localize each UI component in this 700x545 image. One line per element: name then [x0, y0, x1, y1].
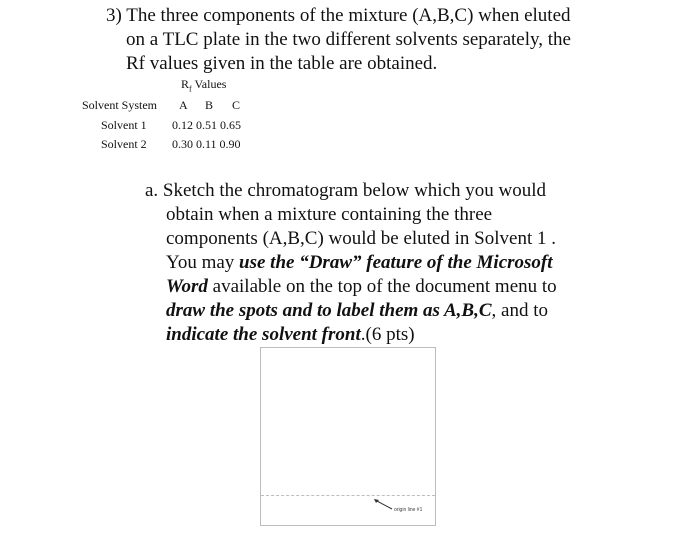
origin-line: [261, 495, 435, 496]
rf-title-sub: f: [189, 84, 192, 94]
header-solvent-system: Solvent System: [82, 98, 158, 112]
question-line-1: 3) The three components of the mixture (A,B,C) when eluted: [106, 5, 571, 26]
table-row-values: [172, 118, 241, 133]
part-a-line-2: obtain when a mixture containing the three: [166, 204, 493, 225]
part-a-line-5-emphasis: Word: [166, 276, 208, 297]
table-row-values: [172, 137, 241, 152]
part-a-line-6-emphasis: draw the spots and to label them as A,B,C: [166, 300, 492, 321]
rf-title-r: R: [181, 77, 190, 91]
part-a-line-1: a. Sketch the chromatogram below which you would: [145, 180, 547, 201]
row-label-solvent-1: Solvent 1: [101, 118, 147, 132]
rf-table-header: [82, 98, 241, 113]
header-b: B: [205, 98, 214, 112]
part-a-line-5: [166, 275, 557, 298]
part-a-line-3: components (A,B,C) would be eluted in Solvent 1 .: [166, 228, 556, 249]
part-a-line-7-emphasis: indicate the solvent front: [166, 324, 361, 345]
origin-line-label: origin line #1: [394, 507, 423, 513]
origin-arrow-icon: [373, 498, 393, 510]
part-a-line-6-plain: , and to: [491, 300, 548, 321]
part-a-line-4-plain: You may: [166, 252, 240, 273]
part-a-line-6: [166, 299, 548, 322]
table-row: [101, 118, 147, 133]
rf-title-rest: Values: [191, 77, 227, 91]
question-line-3: Rf values given in the table are obtained.: [126, 53, 438, 74]
header-a: A: [179, 98, 188, 112]
row-label-solvent-2: Solvent 2: [101, 137, 147, 151]
question-line-2: on a TLC plate in the two different solvents separately, the: [126, 29, 571, 50]
part-a-line-7-plain: .(6 pts): [360, 324, 415, 345]
row-values-solvent-1: 0.12 0.51 0.65: [172, 118, 241, 132]
header-c: C: [232, 98, 241, 112]
part-a-line-5-plain: available on the top of the document menu to: [207, 276, 557, 297]
part-a-line-4-emphasis: use the “Draw” feature of the Microsoft: [239, 252, 553, 273]
row-values-solvent-2: 0.30 0.11 0.90: [172, 137, 241, 151]
part-a-line-7: [166, 323, 415, 346]
tlc-plate-drawing-area[interactable]: [260, 347, 436, 526]
part-a-line-4: [166, 251, 553, 274]
rf-values-title: [181, 77, 226, 93]
table-row: [101, 137, 147, 152]
